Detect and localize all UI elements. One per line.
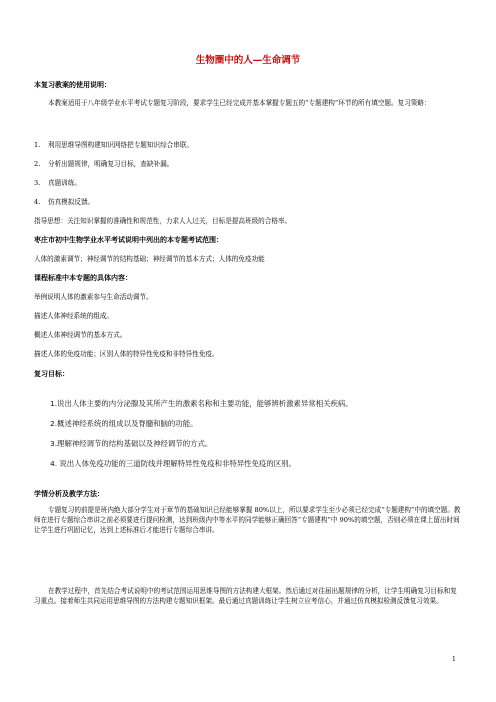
goals-heading: 复习目标： [34, 370, 69, 378]
analysis-heading: 学情分析及教学方法： [34, 490, 104, 498]
page-number: 1 [452, 656, 456, 663]
strategy-text: 利用思维导图构建知识网络把专题知识综合串联。 [48, 141, 194, 149]
strategy-number: 3. [34, 179, 41, 187]
goal-item: 2.概述神经系统的组成以及脊髓和脑的功能。 [50, 419, 198, 428]
strategy-text: 仿真模拟反馈。 [48, 198, 95, 206]
strategy-number: 1. [34, 141, 41, 149]
strategy-text: 分析出题规律，明确复习目标，查缺补漏。 [48, 160, 174, 168]
strategy-number: 2. [34, 160, 41, 168]
analysis-paragraph: 专题复习的前提是班内绝大部分学生对于章节的基础知识已经能够掌握 80%以上，所以要求学生至少必须已经完成“专题建构”中的填空题。教师在进行专题综合串讲之前必须要进行提问检测，达到班级内中等水平的同学能够正确回答“专题建构”中 90%的填空题，否则必须在课上留出时间让学生进行巩固记忆，达到上述标准后才能进行专题综合串讲。 [34, 506, 461, 534]
strategy-item [34, 159, 462, 169]
goal-item: 4. 说出人体免疫功能的三道防线并理解特异性免疫和非特异性免疫的区别。 [50, 459, 296, 468]
strategy-number: 4. [34, 198, 41, 206]
goal-item: 1.说出人体主要的内分泌腺及其所产生的激素名称和主要功能，能够辨析激素异常相关疾病。 [50, 399, 353, 408]
scope-heading: 枣庄市初中生物学业水平考试说明中列出的本专题考试范围： [34, 236, 223, 244]
strategy-item [34, 197, 462, 207]
strategy-item [34, 140, 462, 150]
guiding-idea: 指导思想：关注知识掌握的准确性和规范性，力求人人过关，目标是提高班级的合格率。 [34, 217, 292, 225]
standard-item: 描述人体神经系统的组成。 [34, 312, 114, 320]
goal-item: 3.理解神经调节的结构基础以及神经调节的方式。 [50, 439, 213, 448]
strategy-text: 真题训练。 [48, 179, 81, 187]
standard-item: 举例说明人体的激素参与生命活动调节。 [34, 293, 153, 301]
analysis-paragraph: 在教学过程中，首先结合考试说明中的考试范围运用思维导图的方法构建大框架。然后通过对往届出题规律的分析，让学生明确复习目标和复习重点。接着师生共同运用思维导图的方法构建专题知识框架。最后通过真题训练让学生树立应考信心，并通过仿真模拟检测反馈复习效果。 [34, 587, 457, 605]
usage-intro: 本教案适用于八年级学业水平考试专题复习阶段，要求学生已经完成并基本掌握专题五的“专题建构”环节的所有填空题。复习策略： [48, 99, 431, 107]
page-title: 生物圈中的人—生命调节 [195, 55, 301, 66]
standard-item: 描述人体的免疫功能；区别人体的特异性免疫和非特异性免疫。 [34, 350, 219, 358]
standard-item: 概述人体神经调节的基本方式。 [34, 331, 127, 339]
strategy-item [34, 178, 462, 188]
standards-heading: 课程标准中本专题的具体内容： [34, 274, 132, 282]
usage-heading: 本复习教案的使用说明： [34, 81, 111, 89]
scope-text: 人体的激素调节；神经调节的结构基础；神经调节的基本方式；人体的免疫功能 [34, 255, 265, 263]
